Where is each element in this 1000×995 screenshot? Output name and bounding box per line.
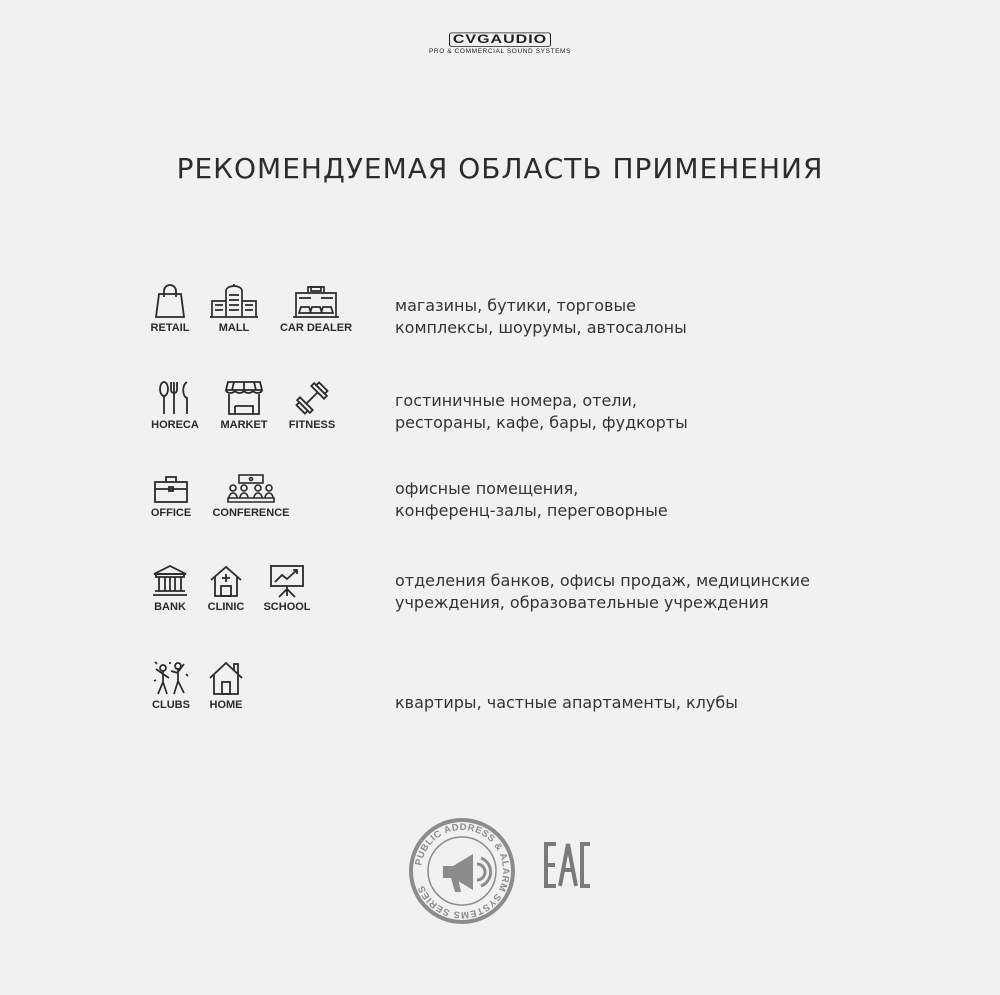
school-board-icon: SCHOOL	[260, 564, 314, 613]
brand-name: CVGAUDIO	[415, 34, 585, 46]
page-title: РЕКОМЕНДУЕМАЯ ОБЛАСТЬ ПРИМЕНЕНИЯ	[176, 152, 824, 185]
car-dealer-icon: CAR DEALER	[276, 283, 356, 334]
cutlery-icon: HORECA	[148, 380, 202, 431]
application-description: гостиничные номера, отели, рестораны, кафе, бары, фудкорты	[395, 391, 688, 432]
brand-tagline: PRO & COMMERCIAL SOUND SYSTEMS	[429, 48, 571, 55]
market-stall-icon: MARKET	[216, 380, 272, 431]
application-description: магазины, бутики, торговые комплексы, шоурумы, автосалоны	[395, 296, 687, 337]
svg-text:PUBLIC ADDRESS & ALARM SYSTEMS: PUBLIC ADDRESS & ALARM SYSTEMS SERIES	[413, 821, 512, 921]
application-description: офисные помещения, конференц-залы, переговорные	[395, 479, 668, 520]
home-icon: HOME	[204, 660, 248, 711]
series-badge	[407, 816, 517, 926]
bank-columns-icon: BANK	[148, 564, 192, 613]
dumbbell-icon: FITNESS	[286, 380, 338, 431]
brand-logo	[415, 34, 585, 58]
clinic-house-icon: CLINIC	[204, 564, 248, 613]
application-description: отделения банков, офисы продаж, медицинские учреждения, образовательные учреждения	[395, 571, 810, 612]
conference-table-icon: CONFERENCE	[208, 474, 294, 519]
shopping-bag-icon: RETAIL	[148, 283, 192, 334]
dancing-people-icon: CLUBS	[148, 660, 194, 711]
eac-mark-icon	[543, 842, 593, 888]
application-description: квартиры, частные апартаменты, клубы	[395, 693, 738, 712]
briefcase-icon: OFFICE	[148, 474, 194, 519]
mall-building-icon: MALL	[206, 283, 262, 334]
